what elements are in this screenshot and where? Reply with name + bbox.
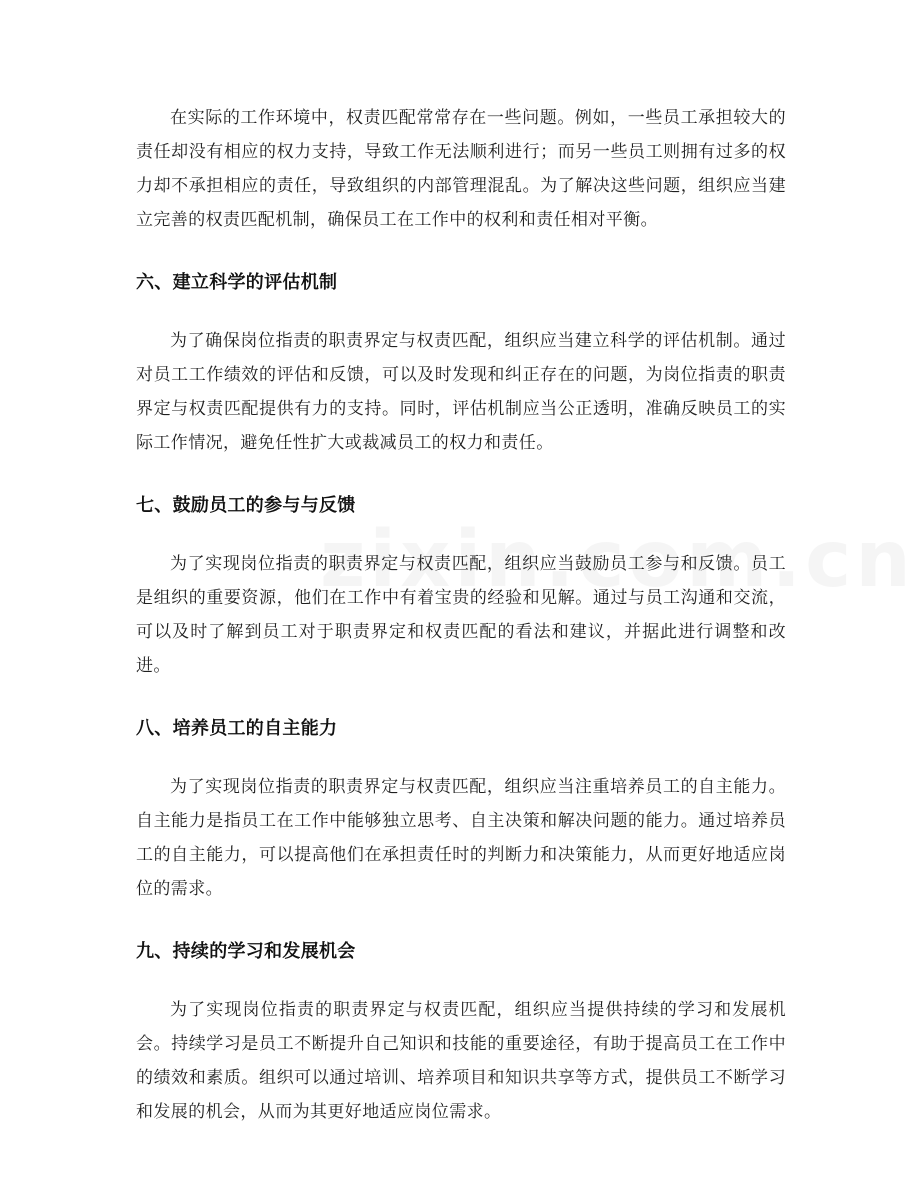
section-paragraph-6: 为了确保岗位指责的职责界定与权责匹配，组织应当建立科学的评估机制。通过对员工工作绩效的评估和反馈，可以及时发现和纠正存在的问题，为岗位指责的职责界定与权责匹配提供有力的支持。同时，评估机制应当公正透明，准确反映员工的实际工作情况，避免任性扩大或裁减员工的权力和责任。 — [136, 331, 786, 453]
section-paragraph-7: 为了实现岗位指责的职责界定与权责匹配，组织应当鼓励员工参与和反馈。员工是组织的重要资源，他们在工作中有着宝贵的经验和见解。通过与员工沟通和交流，可以及时了解到员工对于职责界定和权责匹配的看法和建议，并据此进行调整和改进。 — [136, 554, 786, 676]
section-heading-6: 六、建立科学的评估机制 — [136, 272, 338, 293]
section-paragraph-9: 为了实现岗位指责的职责界定与权责匹配，组织应当提供持续的学习和发展机会。持续学习是员工不断提升自己知识和技能的重要途径，有助于提高员工在工作中的绩效和素质。组织可以通过培训、培养项目和知识共享等方式，提供员工不断学习和发展的机会，从而为其更好地适应岗位需求。 — [136, 1000, 786, 1122]
section-heading-7: 七、鼓励员工的参与与反馈 — [136, 495, 356, 516]
section-paragraph-8: 为了实现岗位指责的职责界定与权责匹配，组织应当注重培养员工的自主能力。自主能力是指员工在工作中能够独立思考、自主决策和解决问题的能力。通过培养员工的自主能力，可以提高他们在承担责任时的判断力和决策能力，从而更好地适应岗位的需求。 — [136, 777, 786, 899]
intro-paragraph: 在实际的工作环境中，权责匹配常常存在一些问题。例如，一些员工承担较大的责任却没有相应的权力支持，导致工作无法顺利进行；而另一些员工则拥有过多的权力却不承担相应的责任，导致组织的内部管理混乱。为了解决这些问题，组织应当建立完善的权责匹配机制，确保员工在工作中的权利和责任相对平衡。 — [136, 108, 786, 230]
section-heading-9: 九、持续的学习和发展机会 — [136, 941, 356, 962]
document-body — [136, 101, 786, 1129]
section-heading-8: 八、培养员工的自主能力 — [136, 718, 338, 739]
